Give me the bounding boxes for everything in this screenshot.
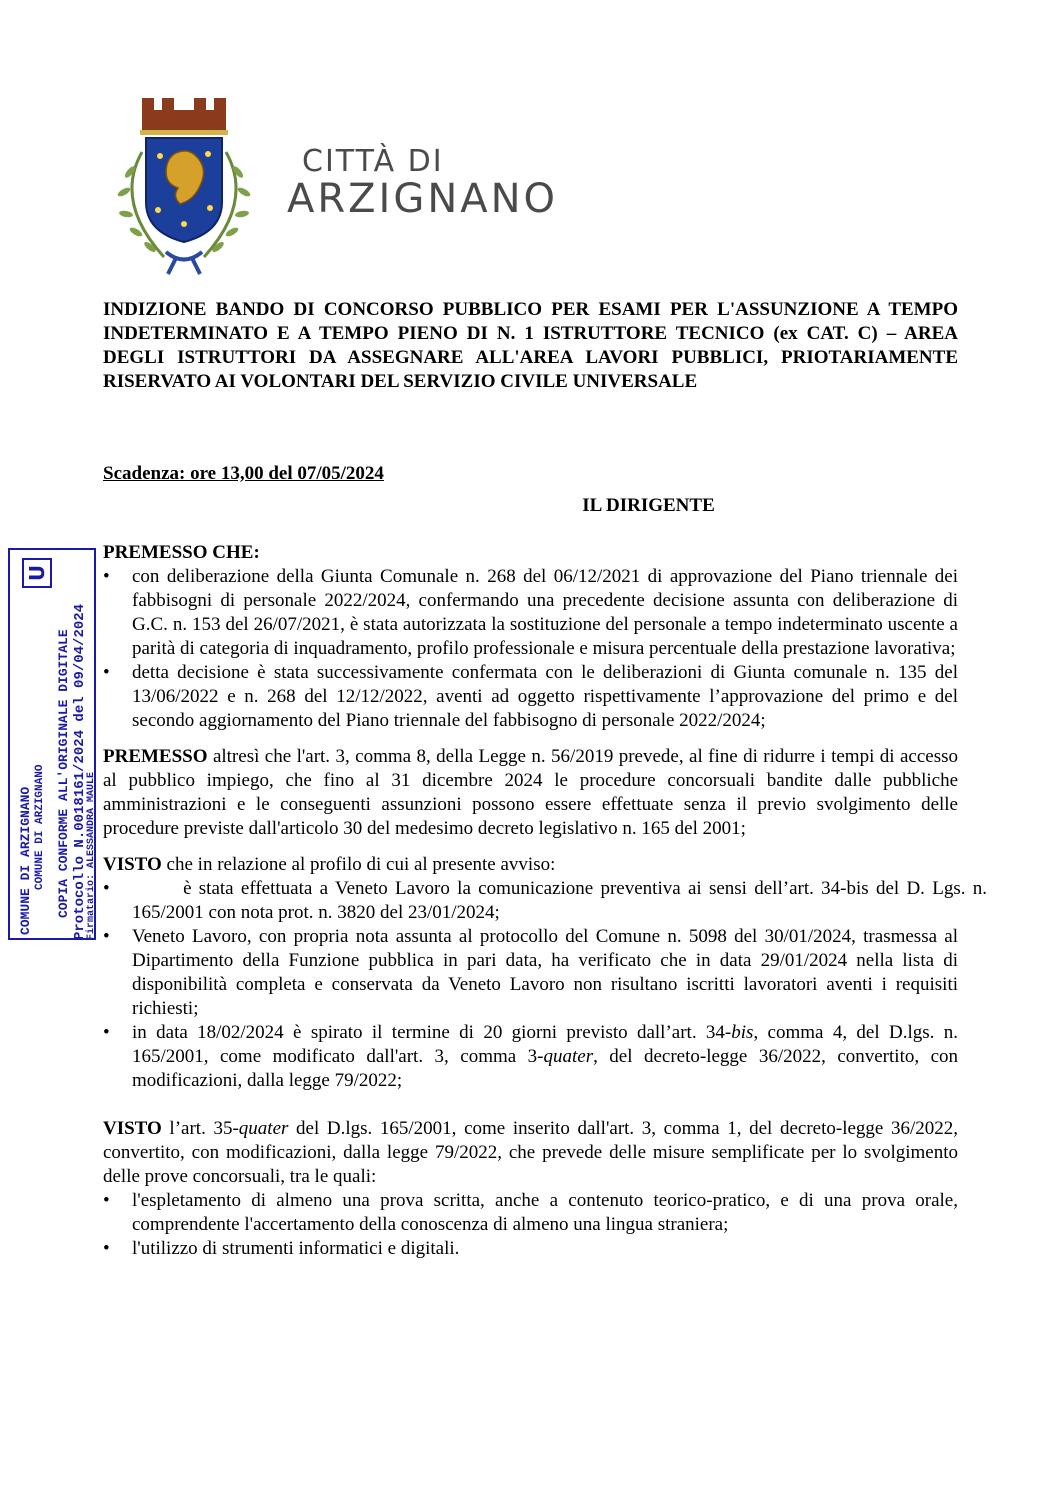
- text-run-italic: quater: [543, 1046, 594, 1067]
- premesso-label: PREMESSO CHE:: [103, 542, 260, 563]
- text-run: del D.lgs. 165/2001, come inserito dall'art. 3, comma 1, del decreto-legge 36/2022, convertito, con modificazioni, dalla legge 79/2022, che prevede delle misure semplificate per lo svolgimento delle prove concorsuali, tra le quali:: [103, 1118, 959, 1187]
- text-run-italic: bis: [731, 1022, 754, 1043]
- section-heading: IL DIRIGENTE: [582, 495, 715, 516]
- visto2-list: [103, 1189, 958, 1261]
- visto-paragraph: [103, 853, 958, 877]
- list-item: • l'espletamento di almeno una prova scritta, anche a contenuto teorico-pratico, e di una prova orale, comprendente l'accertamento della conoscenza di almeno una lingua straniera;: [103, 1189, 958, 1237]
- list-item: [103, 1021, 958, 1093]
- visto1-label: VISTO: [103, 854, 162, 875]
- premesso-list: [103, 565, 958, 733]
- visto2-paragraph: [103, 1117, 958, 1189]
- stamp-line-2: COMUNE DI ARZIGNANO: [34, 764, 46, 890]
- list-item: • con deliberazione della Giunta Comunale n. 268 del 06/12/2021 di approvazione del Piano triennale dei fabbisogni di personale 2022/2024, confermando una precedente decisione assunta con deliberazione di G.C. n. 153 del 26/07/2021, è stata autorizzata la sostituzione del personale a tempo indeterminato uscente a parità di categoria di inquadramento, profilo professionale e misura percentuale della prestazione lavorativa;: [103, 565, 958, 661]
- text-run: l’art. 35-: [161, 1118, 239, 1139]
- stamp-line-1: COMUNE DI ARZIGNANO: [18, 786, 33, 935]
- city-name-line2: ARZIGNANO: [287, 176, 559, 222]
- city-coat-of-arms-logo: [104, 92, 264, 277]
- list-item: • l'utilizzo di strumenti informatici e digitali.: [103, 1237, 958, 1261]
- city-name-line1: CITTÀ DI: [302, 144, 444, 179]
- premesso2-label: PREMESSO: [103, 746, 208, 767]
- text-run: in data 18/02/2024 è spirato il termine di 20 giorni previsto dall’art. 34-: [132, 1022, 732, 1043]
- text-run: , del decreto-legge 36/2022, convertito, con modificazioni, dalla legge 79/2022;: [132, 1046, 958, 1091]
- document-content: [103, 298, 992, 1259]
- visto-list: [103, 877, 992, 1093]
- list-item: • detta decisione è stata successivamente confermata con le deliberazioni di Giunta comunale n. 135 del 13/06/2022 e n. 268 del 12/12/2022, aventi ad oggetto rispettivamente l’approvazione del primo e del secondo aggiornamento del Piano triennale del fabbisogno di personale 2022/2024;: [103, 661, 958, 733]
- premesso2-text: altresì che l'art. 3, comma 8, della Legge n. 56/2019 prevede, al fine di ridurre i tempi di accesso al pubblico impiego, che fino al 31 dicembre 2024 le procedure concorsuali bandite dalle pubbliche amministrazioni e le conseguenti assunzioni possono essere effettuate senza il previo svolgimento delle procedure previste dall'articolo 30 del medesimo decreto legislativo n. 165 del 2001;: [103, 746, 958, 839]
- visto1-text: che in relazione al profilo di cui al presente avviso:: [161, 854, 556, 875]
- text-run: , comma 4, del D.lgs. n. 165/2001, come modificato dall'art. 3, comma 3-: [132, 1022, 958, 1067]
- stamp-line-5: Firmatario: ALESSANDRA MAULE: [86, 771, 97, 940]
- document-body: [103, 541, 992, 1261]
- protocol-stamp: [8, 548, 96, 940]
- list-item-text: è stata effettuata a Veneto Lavoro la comunicazione preventiva ai sensi dell’art. 34-bis del D. Lgs. n. 165/2001 con nota prot. n. 3820 del 23/01/2024;: [132, 878, 992, 923]
- list-item: • Veneto Lavoro, con propria nota assunta al protocollo del Comune n. 5098 del 30/01/2024, trasmessa al Dipartimento della Funzione pubblica in pari data, ha verificato che in data 29/01/2024 nella lista di disponibilità completa e conservata da Veneto Lavoro non risultano iscritti lavoratori aventi i requisiti richiesti;: [103, 925, 958, 1021]
- stamp-box-letter: U: [22, 558, 52, 588]
- stamp-line-3: COPIA CONFORME ALL'ORIGINALE DIGITALE: [56, 629, 71, 918]
- visto2-label: VISTO: [103, 1118, 162, 1139]
- list-item: [103, 877, 992, 925]
- premesso-paragraph: [103, 745, 958, 841]
- text-run-italic: quater: [238, 1118, 289, 1139]
- deadline: Scadenza: ore 13,00 del 07/05/2024: [103, 463, 384, 484]
- stamp-line-4: Protocollo N.0018161/2024 del 09/04/2024: [72, 603, 88, 940]
- document-title: INDIZIONE BANDO DI CONCORSO PUBBLICO PER ESAMI PER L'ASSUNZIONE A TEMPO INDETERMINATO E A TEMPO PIENO DI N. 1 ISTRUTTORE TECNICO (ex CAT. C) – AREA DEGLI ISTRUTTORI DA ASSEGNARE ALL'AREA LAVORI PUBBLICI, PRIOTARIAMENTE RISERVATO AI VOLONTARI DEL SERVIZIO CIVILE UNIVERSALE: [103, 299, 958, 392]
